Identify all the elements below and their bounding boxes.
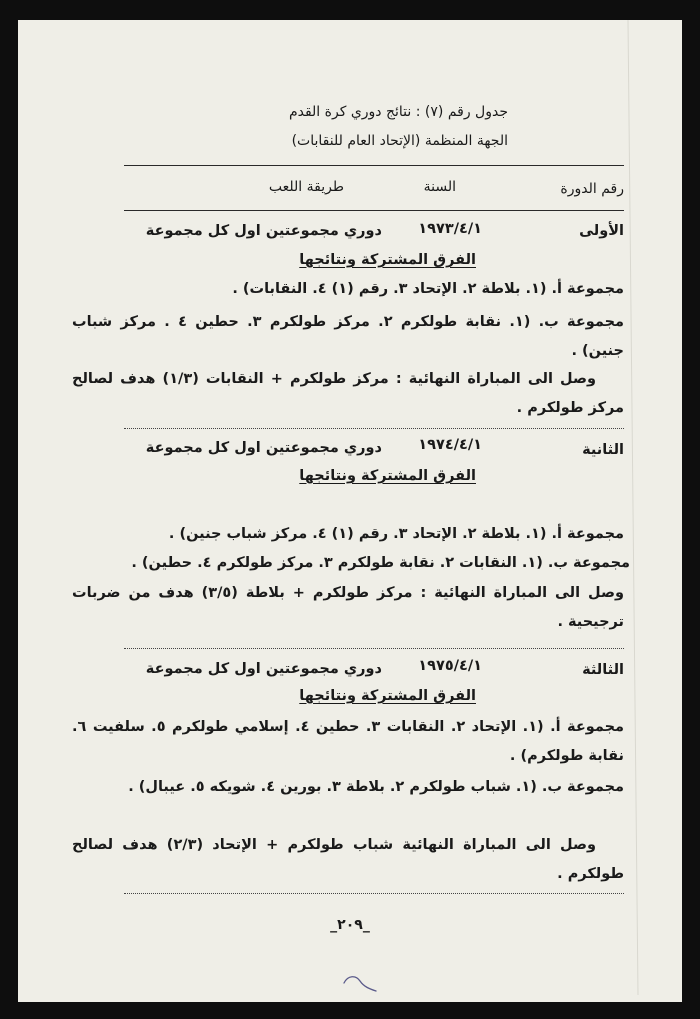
group-b-line: مجموعة ب. (١. شباب طولكرم ٢. بلاطة ٣. بورين ٤. شويكه ٥. عيبال) . [128,779,624,795]
edition-date: ١٩٧٥/٤/١ [418,658,482,674]
edition-label: الثانية [582,442,624,458]
section-divider [124,648,624,649]
edition-date: ١٩٧٣/٤/١ [418,221,482,237]
edition-date: ١٩٧٤/٤/١ [418,437,482,453]
section-divider [124,893,624,894]
column-header-method: طريقة اللعب [268,179,344,195]
edition-subtitle: الفرق المشتركة ونتائجها [299,252,476,268]
organizer-line: الجهة المنظمة (الإتحاد العام للنقابات) [291,133,508,149]
table-title: جدول رقم (٧) : نتائج دوري كرة القدم [288,104,508,120]
final-match-line: وصل الى المباراة النهائية شباب طولكرم + الإتحاد (٢/٣) هدف لصالح طولكرم . [72,837,624,882]
edition-label: الأولى [579,223,624,239]
edition-label: الثالثة [582,662,624,678]
edition-method: دوري مجموعتين اول كل مجموعة [145,661,382,677]
edition-method: دوري مجموعتين اول كل مجموعة [145,223,382,239]
document-page [18,20,682,1002]
final-match-line: وصل الى المباراة النهائية : مركز طولكرم + بلاطة (٣/٥) هدف من ضربات ترجيحية . [72,585,624,630]
final-match-line: وصل الى المباراة النهائية : مركز طولكرم + النقابات (١/٣) هدف لصالح مركز طولكرم . [72,371,624,416]
column-header-year: السنة [423,179,456,195]
group-a-line: مجموعة أ. (١. الإتحاد ٢. النقابات ٣. حطين ٤. إسلامي طولكرم ٥. سلفيت ٦. نقابة طولكرم) . [72,719,624,764]
group-a-line: مجموعة أ. (١. بلاطة ٢. الإتحاد ٣. رقم (١) ٤. النقابات) . [232,281,624,297]
header-top-rule [124,165,624,166]
group-a-line: مجموعة أ. (١. بلاطة ٢. الإتحاد ٣. رقم (١) ٤. مركز شباب جنين) . [168,526,624,542]
column-header-edition: رقم الدورة [560,181,624,197]
document-content [18,20,682,1002]
edition-method: دوري مجموعتين اول كل مجموعة [145,440,382,456]
edition-subtitle: الفرق المشتركة ونتائجها [299,468,476,484]
pen-mark-icon [340,973,380,995]
edition-subtitle: الفرق المشتركة ونتائجها [299,688,476,704]
header-bottom-rule [124,210,624,211]
group-b-line: مجموعة ب. (١. النقابات ٢. نقابة طولكرم ٣. مركز طولكرم ٤. حطين) . [131,555,630,571]
page-number: _٢٠٩_ [330,917,370,933]
group-b-line: مجموعة ب. (١. نقابة طولكرم ٢. مركز طولكرم ٣. حطين ٤ . مركز شباب جنين) . [72,314,624,359]
section-divider [124,428,624,429]
